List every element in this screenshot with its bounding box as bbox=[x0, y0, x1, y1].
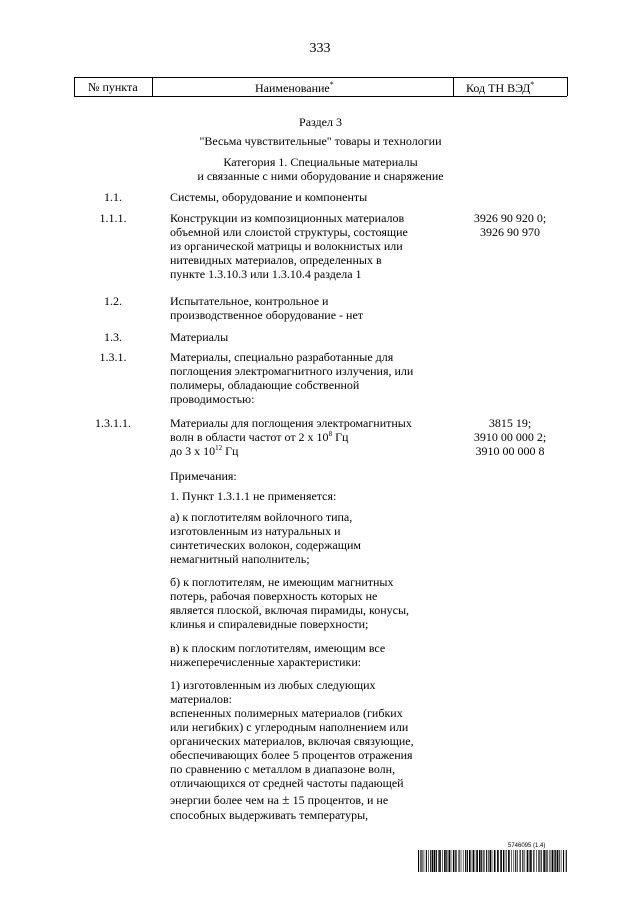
barcode-bar bbox=[515, 850, 516, 872]
barcode-bar bbox=[469, 850, 471, 872]
barcode-bar bbox=[424, 850, 425, 872]
barcode-bar bbox=[552, 850, 554, 872]
category-line-1: Категория 1. Специальные материалы bbox=[223, 155, 418, 169]
barcode-bar bbox=[463, 850, 464, 872]
barcode-bar bbox=[461, 850, 462, 872]
section-subtitle: "Весьма чувствительные" товары и технологии bbox=[199, 134, 442, 148]
barcode-bar bbox=[549, 850, 550, 872]
barcode-bar bbox=[555, 850, 556, 872]
barcode-bar bbox=[536, 850, 537, 872]
barcode-bar bbox=[449, 850, 451, 872]
item-number: 1.3.1. bbox=[99, 350, 127, 364]
item-description: Материалы bbox=[170, 330, 229, 344]
barcode-bar bbox=[455, 850, 456, 872]
item-codes: 3815 19; 3910 00 000 2; 3910 00 000 8 bbox=[473, 416, 547, 458]
barcode-bar bbox=[506, 850, 507, 872]
item-description: Конструкции из композиционных материалов объемной или слоистой структуры, состоящие из органической матрицы и волокнистых или нитевидных материалов, определенных в пункте 1.3.10.3 или 1.3.10.4 раздела 1 bbox=[170, 211, 408, 281]
barcode-bar bbox=[442, 850, 443, 872]
barcode-bar bbox=[520, 850, 521, 872]
header-bottom-rule bbox=[74, 96, 567, 97]
barcode-bar bbox=[421, 850, 422, 872]
barcode-bar bbox=[486, 850, 487, 872]
barcode-bar bbox=[554, 850, 555, 872]
barcode-bar bbox=[547, 850, 548, 872]
barcode-bar bbox=[505, 850, 506, 872]
item-number: 1.1.1. bbox=[99, 211, 127, 225]
barcode-bar bbox=[517, 850, 518, 872]
header-item-number: № пункта bbox=[88, 80, 138, 94]
note-1: 1. Пункт 1.3.1.1 не применяется: bbox=[170, 489, 337, 503]
barcode-bar bbox=[490, 850, 492, 872]
barcode-bar bbox=[508, 850, 510, 872]
item-description: Материалы для поглощения электромагнитных волн в области частот от 2 х $10^8$ Гц до 3 х $10^{12}$ Гц bbox=[170, 416, 412, 458]
barcode-bar bbox=[503, 850, 504, 872]
barcode-bar bbox=[453, 850, 454, 872]
barcode-bar bbox=[451, 850, 452, 872]
barcode-bar bbox=[500, 850, 502, 872]
item-number: 1.2. bbox=[104, 294, 122, 308]
barcode-bar bbox=[444, 850, 446, 872]
category-line-2: и связанные с ними оборудование и снаряжение bbox=[197, 169, 444, 183]
item-codes: 3926 90 920 0; 3926 90 970 bbox=[473, 211, 547, 239]
barcode-bar bbox=[546, 850, 547, 872]
barcode-bar bbox=[522, 850, 523, 872]
barcode-bar bbox=[476, 850, 478, 872]
header-divider bbox=[74, 77, 75, 96]
barcode-bar bbox=[488, 850, 489, 872]
barcode-bar bbox=[557, 850, 558, 872]
header-divider bbox=[152, 77, 153, 96]
note-b: б) к поглотителям, не имеющим магнитных потерь, рабочая поверхность которых не является плоской, включая пирамиды, конусы, клинья и спиралевидные поверхности; bbox=[170, 575, 410, 631]
barcode-bar bbox=[541, 850, 542, 872]
item-number: 1.3. bbox=[104, 330, 122, 344]
header-divider bbox=[453, 77, 454, 96]
barcode-bar bbox=[538, 850, 539, 872]
header-code: Код ТН ВЭД* bbox=[466, 80, 535, 95]
barcode-bar bbox=[494, 850, 496, 872]
barcode-bar bbox=[539, 850, 540, 872]
note-v: в) к плоским поглотителям, имеющим все нижеперечисленные характеристики: bbox=[170, 641, 386, 669]
item-description: Материалы, специально разработанные для поглощения электромагнитного излучения, или полимеры, обладающие собственной проводимостью: bbox=[170, 350, 414, 406]
barcode-bar bbox=[456, 850, 457, 872]
header-name: Наименование* bbox=[255, 80, 334, 95]
barcode-bar bbox=[430, 850, 431, 872]
barcode-bar bbox=[511, 850, 512, 872]
note-a: а) к поглотителям войлочного типа, изготовленным из натуральных и синтетических волокон, содержащим немагнитный наполнитель; bbox=[170, 510, 361, 566]
barcode-bar bbox=[439, 850, 441, 872]
item-number: 1.3.1.1. bbox=[95, 416, 131, 430]
barcode-bar bbox=[426, 850, 427, 872]
barcode-bar bbox=[492, 850, 493, 872]
item-description: Системы, оборудование и компоненты bbox=[170, 190, 368, 204]
barcode-bar bbox=[446, 850, 447, 872]
barcode-bar bbox=[529, 850, 530, 872]
barcode-bar bbox=[514, 850, 515, 872]
barcode-bar bbox=[566, 850, 567, 872]
barcode-bar bbox=[479, 850, 481, 872]
header-top-rule bbox=[74, 77, 567, 78]
barcode-bar bbox=[530, 850, 532, 872]
barcode-bar bbox=[497, 850, 499, 872]
notes-heading: Примечания: bbox=[170, 469, 237, 483]
barcode-bar bbox=[525, 850, 526, 872]
section-title: Раздел 3 bbox=[299, 115, 342, 129]
barcode-bar bbox=[563, 850, 564, 872]
barcode-bar bbox=[459, 850, 460, 872]
barcode-bar bbox=[432, 850, 433, 872]
barcode-bar bbox=[483, 850, 484, 872]
header-divider bbox=[567, 77, 568, 96]
barcode-bar bbox=[436, 850, 437, 872]
barcode-bar bbox=[434, 850, 436, 872]
barcode-bar bbox=[418, 850, 419, 872]
barcode-bar bbox=[467, 850, 468, 872]
barcode-bar bbox=[428, 850, 429, 872]
barcode-bar bbox=[481, 850, 482, 872]
barcode-bar bbox=[551, 850, 552, 872]
barcode-bar bbox=[472, 850, 473, 872]
barcode-bar bbox=[420, 850, 421, 872]
barcode-bar bbox=[465, 850, 466, 872]
page-number: 333 bbox=[309, 41, 331, 56]
barcode-image bbox=[418, 850, 568, 872]
item-description: Испытательное, контрольное и производственное оборудование - нет bbox=[170, 294, 364, 322]
barcode-bar bbox=[561, 850, 562, 872]
barcode-label: 5746095 (1.4) bbox=[508, 843, 546, 849]
barcode-bar bbox=[473, 850, 474, 872]
barcode-bar bbox=[559, 850, 560, 872]
barcode-bar bbox=[533, 850, 534, 872]
barcode-bar bbox=[438, 850, 439, 872]
plus-minus-sign: ± bbox=[281, 793, 290, 808]
barcode-bar bbox=[543, 850, 545, 872]
barcode-bar bbox=[475, 850, 476, 872]
item-number: 1.1. bbox=[104, 190, 122, 204]
note-v-1: 1) изготовленным из любых следующих материалов: вспененных полимерных материалов (гибких или негибких) с углеродным наполнением или органических материалов, включая связующие, обеспечивающих более 5 процентов отражения по сравнению с металлом в диапазоне волн, отличающихся от средней частоты падающей энергии более чем на ± 15 процентов, и не способных выдерживать температуры, bbox=[170, 678, 414, 822]
barcode-bar bbox=[527, 850, 529, 872]
